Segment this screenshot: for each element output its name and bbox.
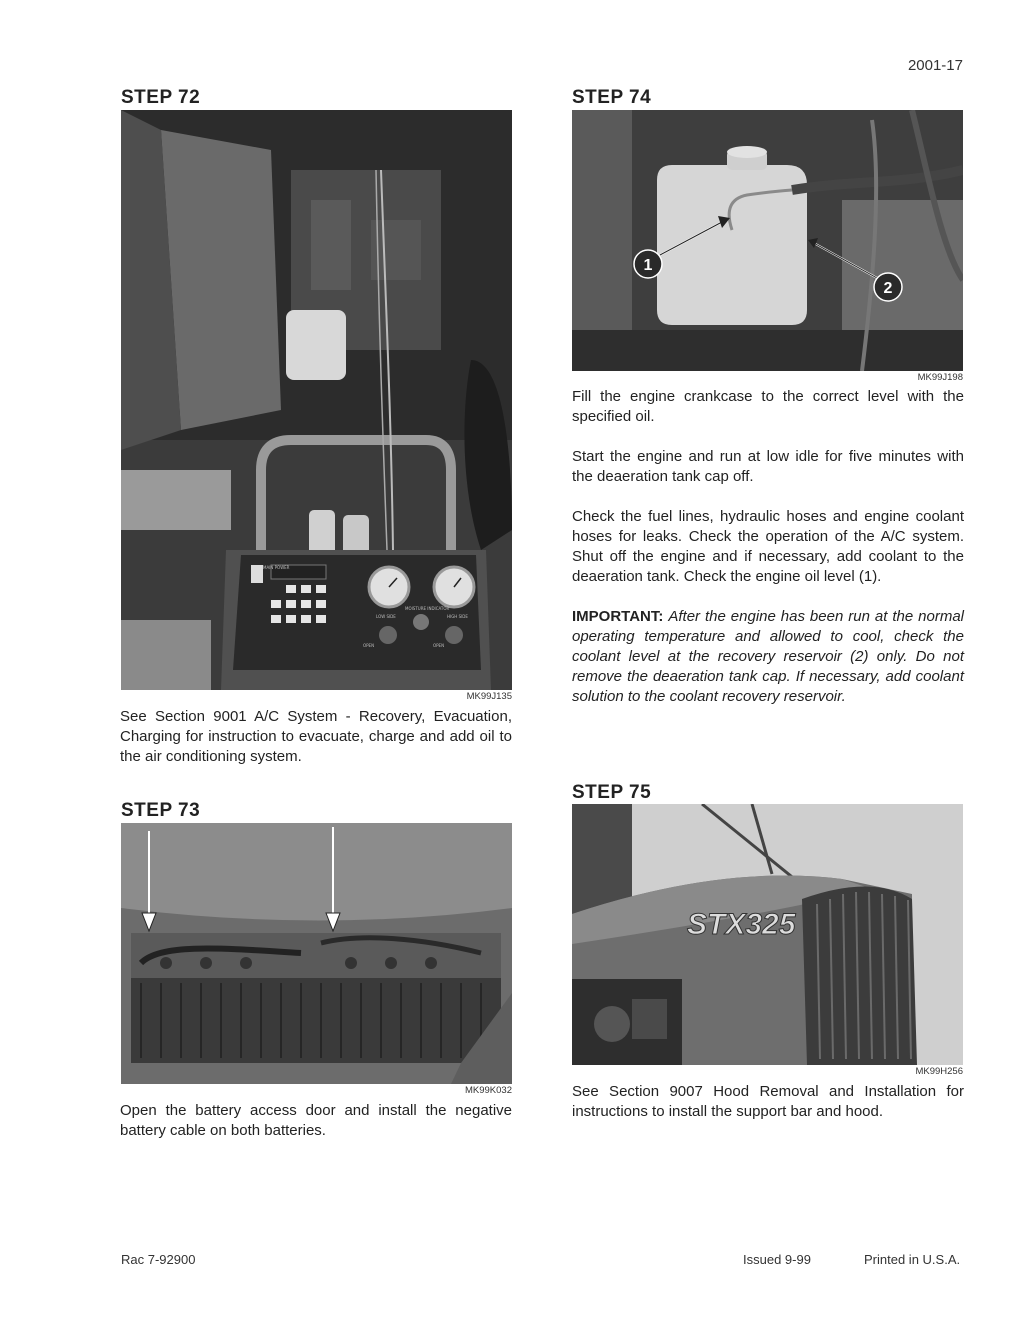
step-75-text: See Section 9007 Hood Removal and Installation for instructions to install the support bar and hood. — [572, 1083, 964, 1120]
step-72-figure-id: MK99J135 — [466, 691, 512, 702]
step-74-paragraph-1: Fill the engine crankcase to the correct level with the specified oil. — [572, 388, 964, 425]
footer-doc-id: Rac 7-92900 — [121, 1252, 196, 1267]
step-72-text: See Section 9001 A/C System - Recovery, Evacuation, Charging for instruction to evacuate, charge and add oil to the air conditioning system. — [120, 708, 512, 765]
callout-1: 1 — [643, 257, 653, 274]
battery-compartment-illustration — [121, 823, 512, 1084]
step-74-text — [572, 387, 964, 727]
moisture-indicator-label: MOISTURE INDICATOR — [405, 606, 450, 611]
step-73-figure-id: MK99K032 — [464, 1085, 512, 1096]
step-74-figure-id: MK99J198 — [917, 372, 963, 383]
step-73-photo — [121, 823, 512, 1084]
step-74-important — [572, 607, 964, 707]
step-74-paragraph-2: Start the engine and run at low idle for five minutes with the deaeration tank cap off. — [572, 448, 964, 485]
step-72-heading: STEP 72 — [121, 87, 201, 108]
callout-2: 2 — [883, 280, 893, 297]
main-power-label: MAIN POWER — [263, 565, 290, 570]
important-text: After the engine has been run at the normal operating temperature and allowed to cool, check the coolant level at the recovery reservoir (2) only. Do not remove the deaeration tank cap. If necessary, add coolant solution to the coolant recovery reservoir. — [572, 608, 965, 705]
step-74-paragraph-3: Check the fuel lines, hydraulic hoses and engine coolant hoses for leaks. Check the operation of the A/C system. Shut off the engine and if necessary, add coolant to the deaeration tank. Check the engine oil level (1). — [572, 508, 964, 585]
hood-installation-illustration — [572, 804, 963, 1065]
important-label: IMPORTANT: — [572, 608, 664, 625]
step-74-photo — [572, 110, 963, 371]
ac-recovery-machine-illustration — [121, 110, 512, 690]
step-75-photo — [572, 804, 963, 1065]
footer-issued: Issued 9-99 — [743, 1252, 811, 1267]
high-side-label: HIGH SIDE — [447, 614, 468, 619]
step-73-text: Open the battery access door and install the negative battery cable on both batteries. — [120, 1102, 512, 1139]
step-72-photo — [121, 110, 512, 690]
step-75-figure-id: MK99H256 — [915, 1066, 963, 1077]
footer-printed: Printed in U.S.A. — [864, 1252, 961, 1267]
step-73-heading: STEP 73 — [121, 800, 201, 821]
coolant-reservoir-illustration — [572, 110, 963, 371]
page-number: 2001-17 — [907, 57, 963, 74]
step-75-heading: STEP 75 — [572, 782, 652, 803]
open-label-right: OPEN — [433, 643, 445, 648]
low-side-label: LOW SIDE — [376, 614, 396, 619]
step-74-heading: STEP 74 — [572, 87, 652, 108]
open-label-left: OPEN — [363, 643, 375, 648]
hood-logo: STX325 — [687, 908, 796, 941]
